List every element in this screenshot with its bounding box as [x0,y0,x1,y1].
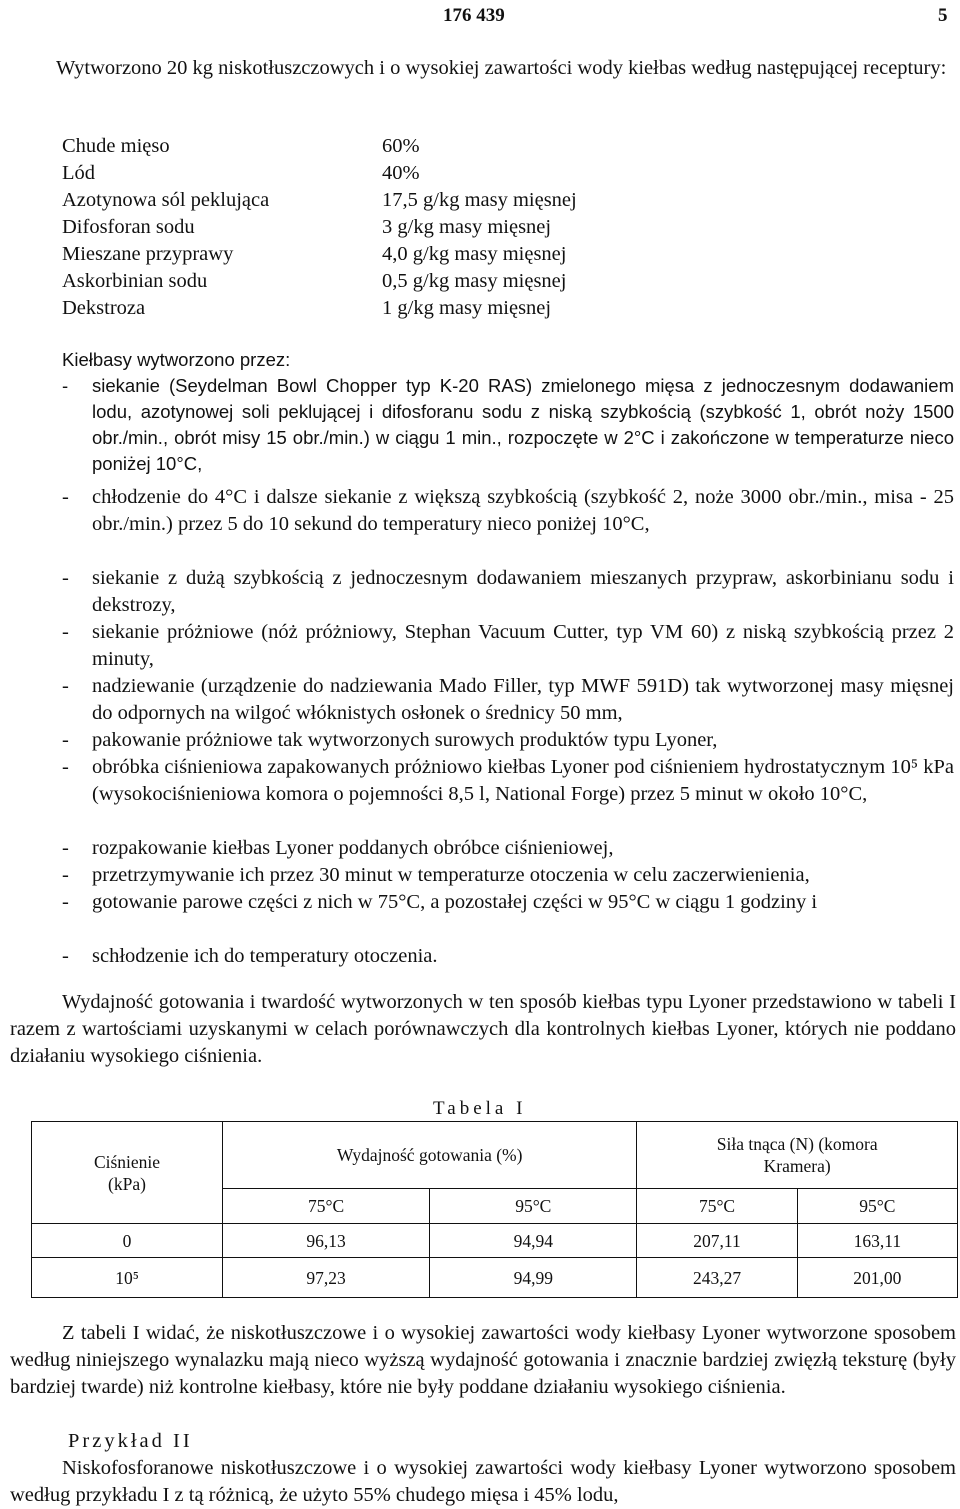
recipe-value: 40% [382,162,420,184]
recipe-name: Dekstroza [62,297,146,319]
list-dash: - [62,945,69,967]
list-dash: - [62,891,69,913]
recipe-value: 17,5 g/kg masy mięsnej [382,189,577,211]
process-step: - obróbka ciśnieniowa zapakowanych próżniowo kiełbas Lyoner pod ciśnieniem hydrostatycznym 10⁵ kPa (wysokociśnieniowa komora o pojemności 8,5 l, National Forge) przez 5 minut w około 10°C, [62,756,954,805]
table-cell: 0 [32,1224,223,1258]
table-cell: 94,99 [430,1258,637,1298]
intro-paragraph: Wytworzono 20 kg niskotłuszczowych i o wysokiej zawartości wody kiełbas według następującej receptury: [56,57,947,79]
list-dash: - [62,756,69,778]
recipe-name: Lód [62,162,96,184]
recipe-name: Mieszane przyprawy [62,243,234,265]
process-step: - chłodzenie do 4°C i dalsze siekanie z większą szybkością (szybkość 2, noże 3000 obr./min., misa - 25 obr./min.) przez 5 do 10 sekund do temperatury nieco poniżej 10°C, [62,486,954,535]
list-dash: - [62,729,69,751]
page-number: 5 [938,5,948,26]
process-step: - gotowanie parowe części z nich w 75°C, a pozostałej części w 95°C w ciągu 1 godziny i [62,889,954,916]
table-cell: 243,27 [637,1258,797,1298]
table-cell: 96,13 [223,1224,430,1258]
recipe-value: 60% [382,135,420,157]
process-heading: Kiełbasy wytworzono przez: [62,349,291,370]
process-step: - siekanie (Seydelman Bowl Chopper typ K-20 RAS) zmielonego mięsa z jednoczesnym dodawaniem lodu, azotynowej soli peklującej i difosforanu sodu z niską szybkością (szybkość 1, obrót noży 1500 obr./min., obrót misy 15 obr./min.) w ciągu 1 min., rozpoczęte w 2°C i zakończone w temperaturze nieco poniżej 10°C, [62,375,954,474]
table-cell: 10⁵ [32,1258,223,1298]
table-header-yield: Wydajność gotowania (%) [223,1122,637,1189]
list-dash: - [62,567,69,589]
process-step: - rozpakowanie kiełbas Lyoner poddanych obróbce ciśnieniowej, [62,835,954,862]
results-table [31,1121,958,1298]
process-step: - siekanie z dużą szybkością z jednoczesnym dodawaniem mieszanych przypraw, askorbinianu sodu i dekstrozy, [62,567,954,616]
table-header-force: Siła tnąca (N) (komora Kramera) [637,1122,958,1189]
yield-paragraph: Wydajność gotowania i twardość wytworzonych w ten sposób kiełbas typu Lyoner przedstawiono w tabeli I razem z wartościami uzyskanymi w celach porównawczych dla kontrolnych kiełbas Lyoner, których nie poddano działaniu wysokiego ciśnienia. [10,991,956,1067]
recipe-name: Askorbinian sodu [62,270,208,292]
table-cell: 97,23 [223,1258,430,1298]
table-header-pressure: Ciśnienie (kPa) [32,1122,223,1224]
process-step: - pakowanie próżniowe tak wytworzonych surowych produktów typu Lyoner, [62,727,954,754]
recipe-value: 3 g/kg masy mięsnej [382,216,552,238]
recipe-value: 0,5 g/kg masy mięsnej [382,270,567,292]
list-dash: - [62,375,69,396]
table-temp-header: 75°C [223,1189,430,1224]
recipe-name: Difosforan sodu [62,216,195,238]
list-dash: - [62,486,69,508]
table-cell: 207,11 [637,1224,797,1258]
recipe-value: 1 g/kg masy mięsnej [382,297,552,319]
process-step: - przetrzymywanie ich przez 30 minut w temperaturze otoczenia w celu zaczerwienienia, [62,862,954,889]
process-step: - schłodzenie ich do temperatury otoczenia. [62,943,954,970]
list-dash: - [62,864,69,886]
recipe-name: Azotynowa sól peklująca [62,189,270,211]
conclusion-paragraph: Z tabeli I widać, że niskotłuszczowe i o wysokiej zawartości wody kiełbasy Lyoner wytworzone sposobem według niniejszego wynalazku mają nieco wyższą wydajność gotowania i znacznie bardziej zwięzłą teksturę (były bardziej twarde) niż kontrolne kiełbasy, które nie były poddane działaniu wysokiego ciśnienia. [10,1322,956,1398]
table-temp-header: 75°C [637,1189,797,1224]
list-dash: - [62,837,69,859]
table-temp-header: 95°C [797,1189,957,1224]
example-paragraph: Niskofosforanowe niskotłuszczowe i o wysokiej zawartości wody kiełbasy Lyoner wytworzono sposobem według przykładu I z tą różnicą, że użyto 55% chudego mięsa i 45% lodu, [10,1457,956,1506]
patent-number: 176 439 [443,5,505,26]
recipe-name: Chude mięso [62,135,170,157]
example-title: Przykład II [68,1430,193,1452]
list-dash: - [62,675,69,697]
table-title: Tabela I [433,1098,527,1119]
table-row [32,1258,958,1298]
table-cell: 94,94 [430,1224,637,1258]
list-dash: - [62,621,69,643]
process-step: - siekanie próżniowe (nóż próżniowy, Stephan Vacuum Cutter, typ VM 60) z niską szybkością przez 2 minuty, [62,621,954,670]
process-step: - nadziewanie (urządzenie do nadziewania Mado Filler, typ MWF 591D) tak wytworzonej masy mięsnej do odpornych na wilgoć włóknistych osłonek o średnicy 50 mm, [62,675,954,724]
recipe-value: 4,0 g/kg masy mięsnej [382,243,567,265]
table-cell: 201,00 [797,1258,957,1298]
table-row [32,1224,958,1258]
table-cell: 163,11 [797,1224,957,1258]
table-temp-header: 95°C [430,1189,637,1224]
